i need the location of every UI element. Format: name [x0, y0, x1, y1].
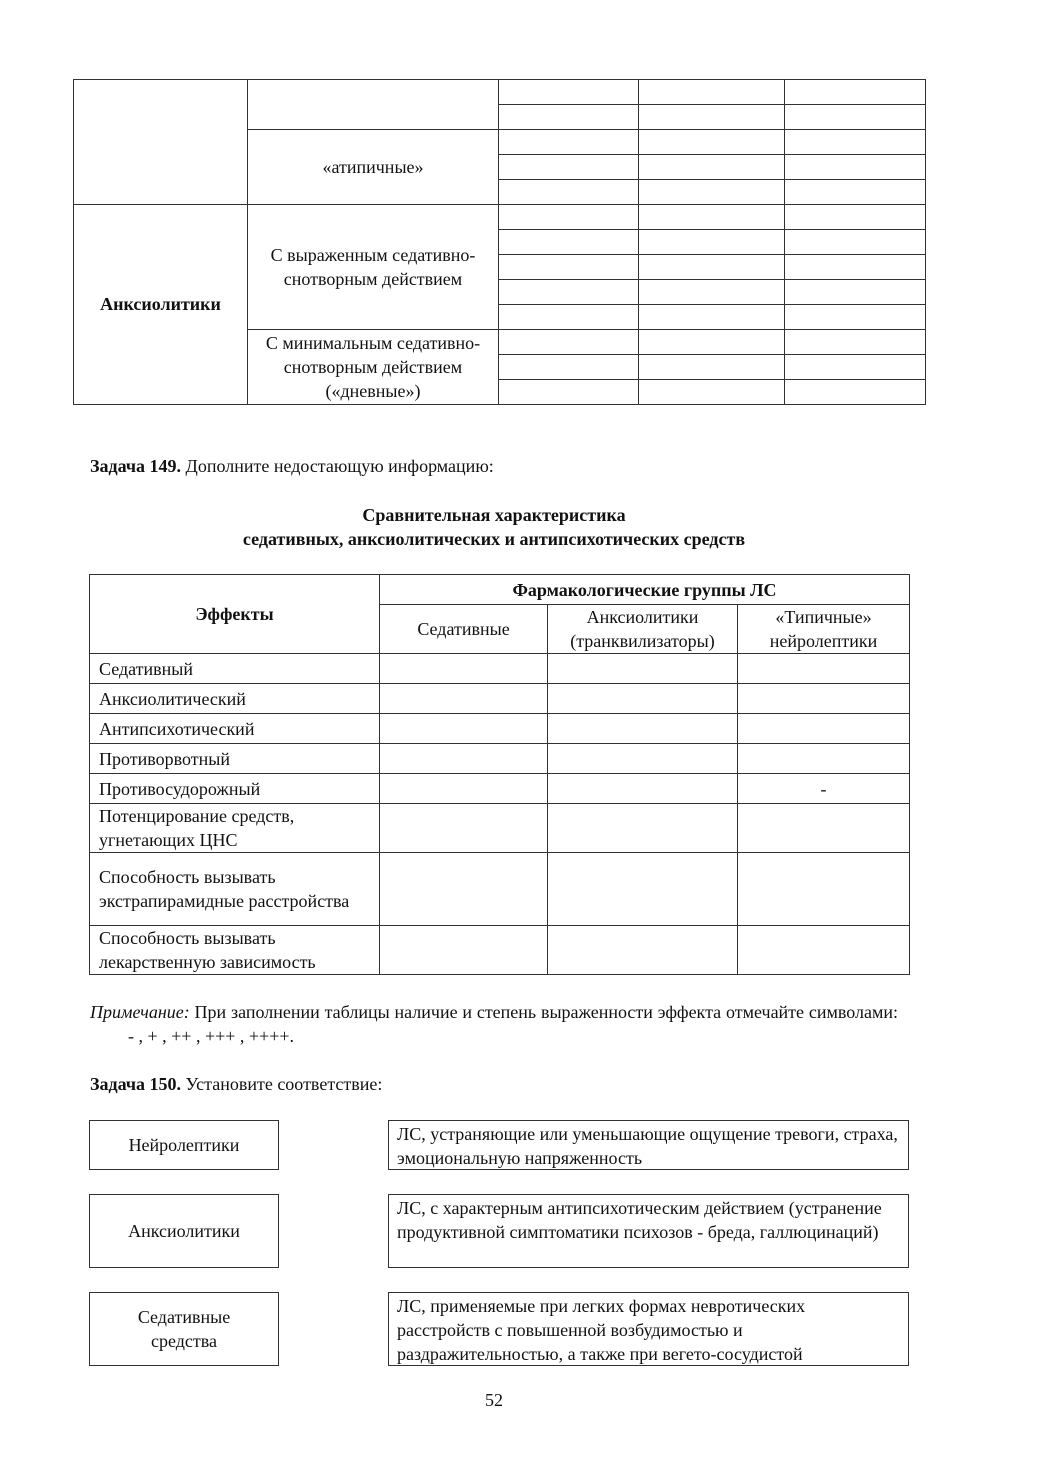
table1-cell	[639, 330, 785, 355]
table1-cell	[499, 330, 639, 355]
table1-cell	[639, 255, 785, 280]
comparison-table	[89, 574, 910, 975]
classification-table	[73, 79, 926, 405]
table1-cell	[499, 205, 639, 230]
task-150-title	[90, 1072, 382, 1096]
task-150-instruction: Установите соответствие:	[185, 1074, 383, 1094]
table1-cell	[499, 80, 639, 105]
effect-value-cell[interactable]	[738, 654, 910, 684]
table1-cell	[785, 105, 926, 130]
table-row	[90, 926, 910, 975]
note-text: При заполнении таблицы наличие и степень выраженности эффекта отмечайте символами:	[189, 1002, 898, 1022]
match-left-label: Анксиолитики	[128, 1221, 240, 1241]
effect-value-cell[interactable]	[380, 714, 548, 744]
match-left-anxiolytics[interactable]	[89, 1194, 279, 1268]
effect-value-cell[interactable]	[548, 654, 738, 684]
effect-label: Потенцирование средств, угнетающих ЦНС	[90, 804, 380, 853]
table1-cell	[499, 230, 639, 255]
table1-cell	[785, 280, 926, 305]
task-150-number: Задача 150.	[90, 1074, 182, 1094]
effect-label: Способность вызывать лекарственную зависимость	[90, 926, 380, 975]
table1-cell	[499, 130, 639, 155]
table1-cell	[785, 80, 926, 105]
effect-label: Седативный	[90, 654, 380, 684]
table2-heading-line2: седативных, анксиолитических и антипсихотических средств	[242, 529, 746, 549]
task-149-number: Задача 149.	[90, 456, 182, 476]
effect-value-cell[interactable]	[380, 744, 548, 774]
table1-cell	[639, 80, 785, 105]
effect-value-cell[interactable]	[380, 804, 548, 853]
effect-value-cell[interactable]	[738, 714, 910, 744]
match-left-neuroleptics[interactable]	[89, 1120, 279, 1170]
match-right-sedative-def[interactable]	[388, 1292, 909, 1366]
effect-value-cell[interactable]	[380, 654, 548, 684]
effect-value-cell[interactable]	[738, 684, 910, 714]
match-right-text: ЛС, устраняющие или уменьшающие ощущение тревоги, страха, эмоциональную напряженность	[397, 1124, 898, 1168]
table1-cell	[639, 180, 785, 205]
table1-cell	[639, 130, 785, 155]
effect-value-cell[interactable]	[548, 926, 738, 975]
header-sedatives: Седативные	[380, 605, 548, 654]
table1-cell	[499, 280, 639, 305]
effect-value-cell[interactable]	[548, 684, 738, 714]
effect-value-cell[interactable]	[380, 853, 548, 926]
table1-cell	[785, 255, 926, 280]
table1-cell	[639, 155, 785, 180]
task-149-instruction: Дополните недостающую информацию:	[185, 456, 494, 476]
table1-cell	[785, 205, 926, 230]
match-right-text: ЛС, с характерным антипсихотическим действием (устранение продуктивной симптоматики психозов - бреда, галлюцинаций)	[397, 1198, 882, 1242]
effect-label: Антипсихотический	[90, 714, 380, 744]
table1-cell	[785, 230, 926, 255]
page-number: 52	[485, 1390, 503, 1410]
table1-subgroup-empty	[248, 80, 499, 130]
match-left-sedatives[interactable]	[89, 1292, 279, 1366]
header-pharm-groups: Фармакологические группы ЛС	[380, 575, 910, 605]
table1-cell	[639, 380, 785, 405]
match-right-antipsychotic-def[interactable]	[388, 1194, 909, 1268]
table-row	[90, 684, 910, 714]
effect-value-cell[interactable]: -	[738, 774, 910, 804]
table-row	[90, 804, 910, 853]
table-row	[90, 654, 910, 684]
table1-cell	[639, 230, 785, 255]
table1-cell	[785, 380, 926, 405]
table1-cell	[639, 355, 785, 380]
table1-category-empty	[74, 80, 248, 205]
table1-cell	[785, 130, 926, 155]
effect-label: Способность вызывать экстрапирамидные расстройства	[90, 853, 380, 926]
comparison-table-body	[90, 654, 910, 975]
table1-cell	[499, 180, 639, 205]
table-row	[90, 853, 910, 926]
effect-label: Противосудорожный	[90, 774, 380, 804]
task-149-title	[90, 454, 494, 478]
effect-value-cell[interactable]	[738, 744, 910, 774]
effect-value-cell[interactable]	[548, 744, 738, 774]
effect-value-cell[interactable]	[738, 853, 910, 926]
match-right-text: ЛС, применяемые при легких формах невротических расстройств с повышенной возбудимостью и раздражительностью, а также при вегето-сосудистой	[397, 1296, 806, 1364]
table2-heading-line1: Сравнительная характеристика	[362, 505, 626, 525]
match-right-anxiety-def[interactable]	[388, 1120, 909, 1170]
effect-value-cell[interactable]	[548, 774, 738, 804]
effect-value-cell[interactable]	[380, 684, 548, 714]
header-typical-neuroleptics: «Типичные» нейролептики	[738, 605, 910, 654]
effect-value-cell[interactable]	[548, 804, 738, 853]
table1-subgroup-daytime: С минимальным седативно-снотворным действием («дневные»)	[248, 330, 499, 405]
table1-cell	[785, 355, 926, 380]
table1-cell	[499, 255, 639, 280]
effect-value-cell[interactable]	[548, 714, 738, 744]
header-anxiolytics: Анксиолитики (транквилизаторы)	[548, 605, 738, 654]
table1-cell	[785, 330, 926, 355]
table1-cell	[785, 305, 926, 330]
note	[90, 1000, 898, 1048]
table1-cell	[639, 205, 785, 230]
table1-cell	[785, 155, 926, 180]
effect-value-cell[interactable]	[548, 853, 738, 926]
table1-cell	[785, 180, 926, 205]
table1-category-anxiolytics: Анксиолитики	[74, 205, 248, 405]
table1-cell	[499, 105, 639, 130]
table-row	[90, 714, 910, 744]
table1-cell	[639, 305, 785, 330]
table1-cell	[499, 355, 639, 380]
table1-subgroup-sedative: С выраженным седативно-снотворным действием	[248, 205, 499, 330]
header-effects: Эффекты	[90, 575, 380, 654]
effect-value-cell[interactable]	[738, 804, 910, 853]
table1-cell	[639, 280, 785, 305]
table1-cell	[639, 105, 785, 130]
table1-cell	[499, 380, 639, 405]
table-row	[90, 774, 910, 804]
effect-label: Анксиолитический	[90, 684, 380, 714]
table1-subgroup-atypical: «атипичные»	[248, 130, 499, 205]
note-label: Примечание:	[90, 1002, 190, 1022]
note-symbols: - , + , ++ , +++ , ++++.	[128, 1026, 295, 1046]
effect-label: Противорвотный	[90, 744, 380, 774]
match-left-label: Седативные средства	[137, 1307, 231, 1351]
match-left-label: Нейролептики	[128, 1135, 240, 1155]
effect-value-cell[interactable]	[380, 774, 548, 804]
effect-value-cell[interactable]	[738, 926, 910, 975]
table-row	[90, 744, 910, 774]
table1-cell	[499, 305, 639, 330]
table1-cell	[499, 155, 639, 180]
effect-value-cell[interactable]	[380, 926, 548, 975]
